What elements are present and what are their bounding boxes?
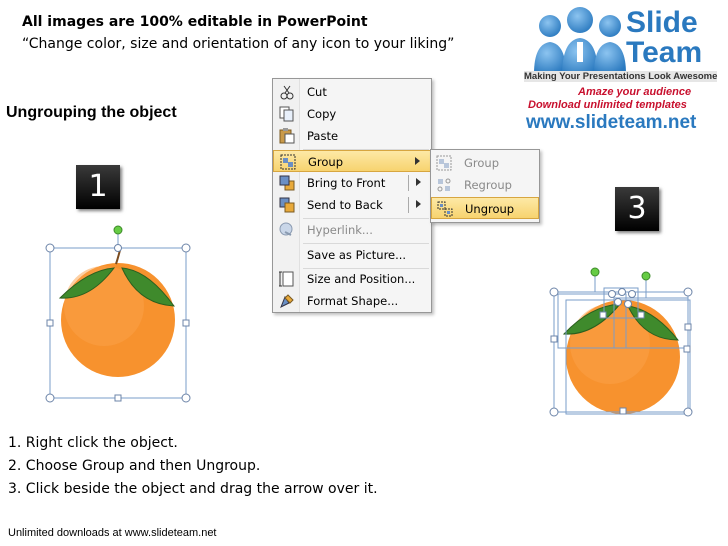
section-title: Ungrouping the object: [6, 104, 177, 121]
group-icon: [280, 154, 296, 170]
submenu-item-ungroup[interactable]: [431, 197, 539, 219]
menu-item-send-to-back[interactable]: [273, 194, 431, 216]
scissors-icon: [279, 84, 295, 100]
menu-item-paste[interactable]: [273, 125, 431, 147]
split-divider: [408, 197, 409, 213]
submenu-item-regroup[interactable]: [431, 174, 539, 196]
promo-amaze: Amaze your audience: [578, 86, 692, 98]
size-position-icon: [279, 271, 295, 287]
menu-label-copy: Copy: [307, 107, 337, 121]
submenu-label-ungroup: Ungroup: [465, 202, 515, 216]
menu-label-cut: Cut: [307, 85, 327, 99]
menu-item-save-as-picture[interactable]: [273, 244, 431, 266]
header-title: All images are 100% editable in PowerPoint: [22, 14, 368, 30]
submenu-arrow-icon[interactable]: [416, 200, 421, 208]
logo-name-team: Team: [626, 36, 703, 69]
menu-label-save-as-picture: Save as Picture...: [307, 248, 407, 262]
menu-item-size-and-position[interactable]: [273, 268, 431, 290]
hyperlink-icon: [279, 222, 295, 238]
steps-list: [8, 432, 378, 501]
menu-item-bring-to-front[interactable]: [273, 172, 431, 194]
footer-text: Unlimited downloads at www.slideteam.net: [8, 527, 217, 539]
rotate-handle[interactable]: [642, 272, 650, 280]
rotate-handle[interactable]: [591, 268, 599, 276]
submenu-arrow-icon: [415, 157, 420, 165]
submenu-label-group: Group: [464, 156, 500, 170]
ungroup-icon: [437, 201, 453, 217]
promo-download: Download unlimited templates: [528, 99, 687, 111]
menu-label-bring-to-front: Bring to Front: [307, 176, 386, 190]
submenu-item-group[interactable]: [431, 152, 539, 174]
split-divider: [408, 175, 409, 191]
submenu-label-regroup: Regroup: [464, 178, 512, 192]
header-subtitle: “Change color, size and orientation of any icon to your liking”: [22, 36, 455, 52]
step-item: 1. Right click the object.: [8, 435, 178, 451]
menu-item-hyperlink[interactable]: [273, 219, 431, 241]
menu-item-copy[interactable]: [273, 103, 431, 125]
ungrouped-orange-object[interactable]: [540, 262, 700, 427]
menu-item-format-shape[interactable]: [273, 290, 431, 312]
group-submenu: [430, 149, 540, 223]
menu-label-size-and-position: Size and Position...: [307, 272, 416, 286]
grouped-orange-object[interactable]: [38, 220, 198, 405]
menu-label-hyperlink: Hyperlink...: [307, 223, 373, 237]
logo-tagline: Making Your Presentations Look Awesome: [524, 71, 718, 82]
paste-icon: [279, 128, 295, 144]
step-item: 3. Click beside the object and drag the arrow over it.: [8, 481, 378, 497]
menu-item-group[interactable]: [273, 150, 431, 172]
group-icon: [436, 155, 452, 171]
format-shape-icon: [279, 293, 295, 309]
rotate-handle[interactable]: [114, 226, 122, 234]
context-menu: [272, 78, 432, 313]
regroup-icon: [436, 177, 452, 193]
menu-item-cut[interactable]: [273, 81, 431, 103]
step-item: 2. Choose Group and then Ungroup.: [8, 458, 261, 474]
menu-label-send-to-back: Send to Back: [307, 198, 383, 212]
send-to-back-icon: [279, 197, 295, 213]
step-badge-3: 3: [615, 187, 659, 231]
logo-name-slide: Slide: [626, 6, 698, 39]
slideteam-logo: [522, 4, 722, 139]
bring-to-front-icon: [279, 175, 295, 191]
submenu-arrow-icon[interactable]: [416, 178, 421, 186]
menu-label-group: Group: [308, 155, 344, 169]
step-badge-1: 1: [76, 165, 120, 209]
menu-label-paste: Paste: [307, 129, 339, 143]
logo-url: www.slideteam.net: [526, 112, 697, 133]
copy-icon: [279, 106, 295, 122]
menu-label-format-shape: Format Shape...: [307, 294, 399, 308]
